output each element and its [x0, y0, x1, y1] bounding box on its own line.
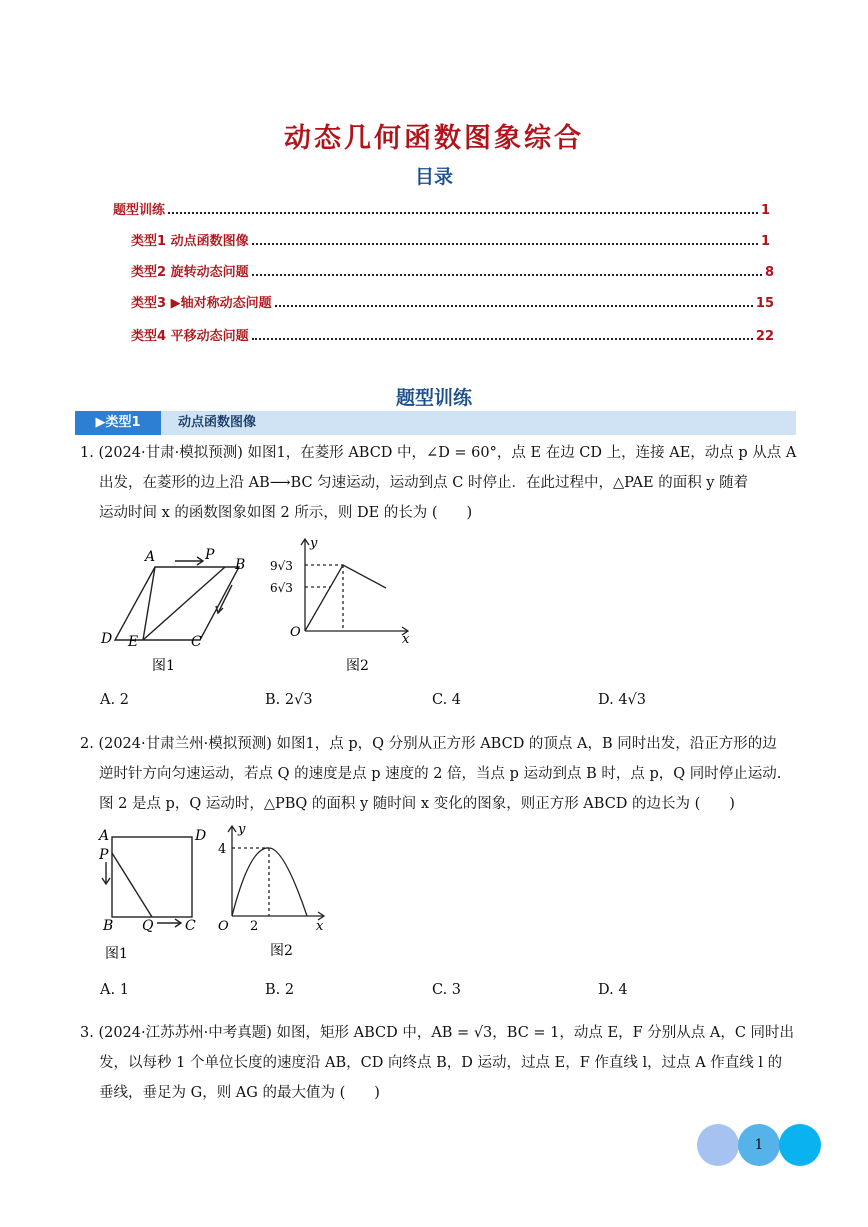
toc-heading: 目录 [414, 166, 453, 188]
toc-leader [252, 242, 758, 245]
axis-label: x [402, 632, 410, 647]
page-badge-circle [779, 1124, 821, 1166]
toc-item-label: 类型1 动点函数图像 [131, 234, 249, 249]
option-c[interactable]: C. 3 [432, 982, 462, 998]
question-2 [80, 729, 800, 819]
origin-label: O [290, 625, 301, 640]
option-d[interactable]: D. 4 [598, 982, 628, 998]
option-d[interactable]: D. 4√3 [598, 692, 647, 708]
question-line: 运动时间 x 的函数图象如图 2 所示，则 DE 的长为 ( ) [99, 505, 473, 521]
toc-item[interactable] [113, 199, 770, 218]
tick-label: 9√3 [270, 559, 293, 573]
origin-label: O [218, 919, 229, 934]
toc-leader [252, 273, 762, 276]
type-name: 动点函数图像 [178, 415, 257, 430]
tick-label: 6√3 [270, 581, 293, 595]
point-label: B [103, 918, 114, 934]
question-3 [80, 1018, 800, 1108]
point-label: B [235, 557, 246, 573]
page-number: 1 [754, 1137, 764, 1153]
q2-figure-2 [212, 818, 337, 963]
tick-label: 2 [250, 919, 259, 934]
point-label: A [145, 549, 156, 565]
axis-label: y [310, 536, 318, 551]
toc-leader [252, 337, 753, 340]
point-label: C [185, 918, 196, 934]
question-line: 逆时针方向匀速运动，若点 Q 的速度是点 p 速度的 2 倍，当点 p 运动到点 B 时，点 p，Q 同时停止运动. [99, 766, 782, 782]
toc-item-page: 8 [764, 265, 774, 280]
tick-label: 4 [218, 842, 227, 857]
axis-label: y [238, 822, 246, 837]
option-a[interactable]: A. 2 [100, 692, 129, 708]
toc-item-label: 类型4 平移动态问题 [131, 329, 249, 344]
figure-caption: 图1 [105, 946, 128, 962]
question-line: 出发，在菱形的边上沿 AB⟶BC 匀速运动，运动到点 C 时停止．在此过程中，△PAE 的面积 y 随着 [99, 475, 749, 491]
option-a[interactable]: A. 1 [100, 982, 129, 998]
toc-item[interactable] [131, 261, 774, 280]
question-line: 1. (2024·甘肃·模拟预测) 如图1，在菱形 ABCD 中，∠D = 60°，点 E 在边 CD 上，连接 AE，动点 p 从点 A [80, 445, 797, 461]
point-label: C [191, 634, 202, 650]
option-b[interactable]: B. 2 [265, 982, 295, 998]
question-line: 2. (2024·甘肃兰州·模拟预测) 如图1，点 p，Q 分别从正方形 ABCD 的顶点 A，B 同时出发，沿正方形的边 [80, 736, 777, 752]
toc-item[interactable] [131, 325, 774, 344]
toc-item-page: 22 [755, 329, 774, 344]
page-badge-circle [697, 1124, 739, 1166]
point-label: D [101, 631, 113, 647]
question-line: 垂线，垂足为 G，则 AG 的最大值为 ( ) [99, 1085, 380, 1101]
q1-figure-2 [268, 535, 418, 675]
point-label: Q [142, 918, 154, 934]
point-label: A [99, 828, 110, 844]
toc-item[interactable] [131, 230, 770, 249]
question-1 [80, 438, 800, 528]
point-label: D [195, 828, 207, 844]
question-line: 3. (2024·江苏苏州·中考真题) 如图，矩形 ABCD 中，AB = √3，BC = 1，动点 E，F 分别从点 A，C 同时出 [80, 1025, 795, 1041]
section-heading: 题型训练 [395, 387, 472, 409]
toc-item[interactable] [131, 292, 774, 311]
question-line: 发，以每秒 1 个单位长度的速度沿 AB，CD 向终点 B，D 运动，过点 E，F 作直线 l，过点 A 作直线 l 的 [99, 1055, 783, 1071]
q2-figure-1 [95, 822, 215, 964]
option-c[interactable]: C. 4 [432, 692, 462, 708]
figure-caption: 图2 [270, 943, 293, 959]
figure-caption: 图2 [346, 658, 369, 674]
toc-item-label: 题型训练 [113, 203, 166, 218]
q1-figure-1 [95, 545, 265, 675]
toc-item-label: 类型2 旋转动态问题 [131, 265, 249, 280]
toc-item-label: 类型3 ▶轴对称动态问题 [131, 296, 272, 311]
toc-item-page: 1 [760, 234, 770, 249]
question-line: 图 2 是点 p，Q 运动时，△PBQ 的面积 y 随时间 x 变化的图象，则正方形 ABCD 的边长为 ( ) [99, 796, 735, 812]
toc-item-page: 1 [760, 203, 770, 218]
figure-caption: 图1 [152, 658, 175, 674]
toc-item-page: 15 [755, 296, 774, 311]
document-title: 动态几何函数图象综合 [284, 123, 584, 154]
point-label: P [99, 847, 109, 863]
type-tag: ▶类型1 [75, 411, 161, 435]
point-label: P [205, 547, 215, 563]
toc-leader [275, 304, 753, 307]
axis-label: x [316, 919, 324, 934]
option-b[interactable]: B. 2√3 [265, 692, 313, 708]
point-label: E [128, 634, 139, 650]
toc-leader [168, 211, 758, 214]
